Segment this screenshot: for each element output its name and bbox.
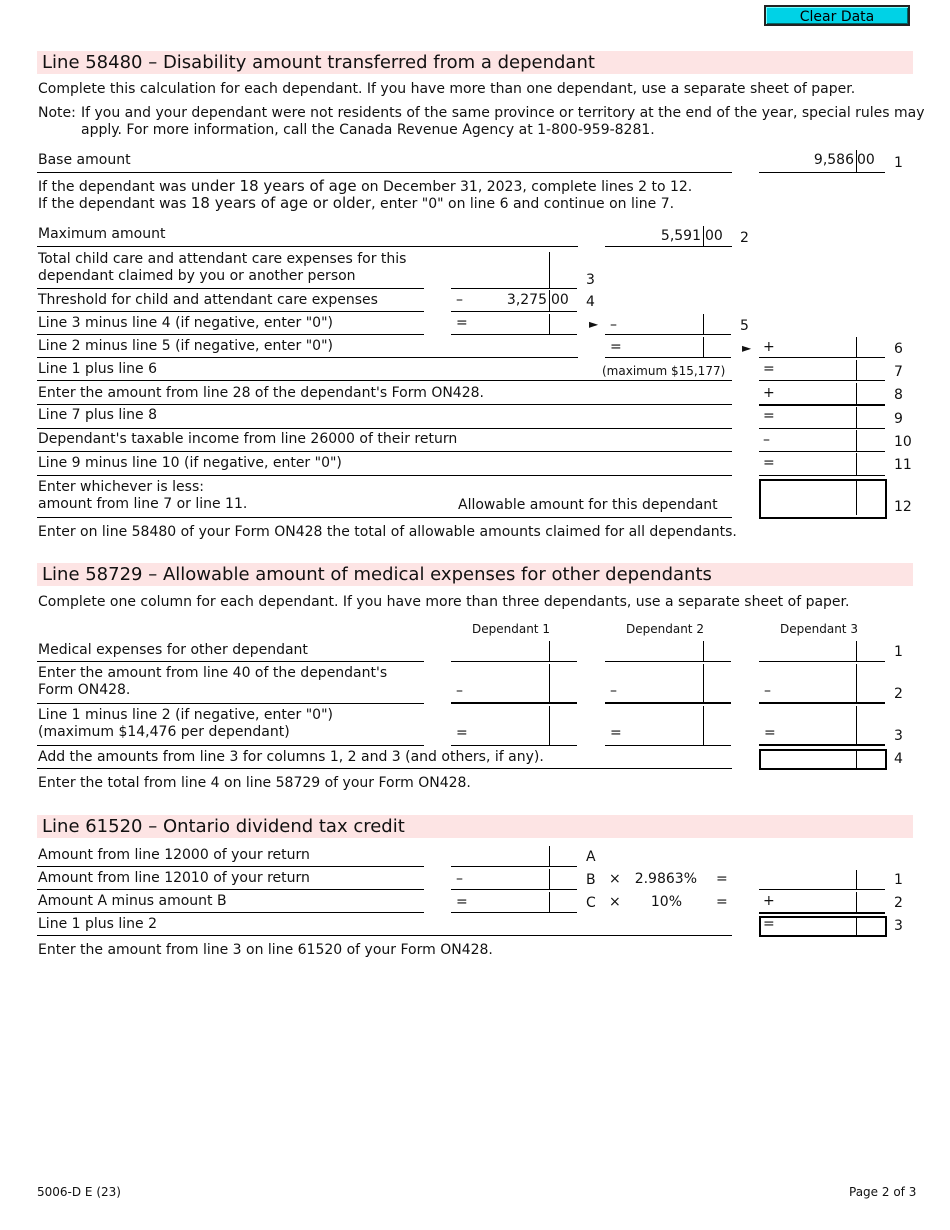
amount-b-field[interactable] [451,869,577,890]
allowable-amount-field[interactable] [759,479,887,519]
minus-sign: – [610,683,617,699]
page-number: Page 2 of 3 [849,1185,917,1199]
section-title-61520: Line 61520 – Ontario dividend tax credit [42,816,405,837]
s2-footer: Enter the total from line 4 on line 58729 of your Form ON428. [38,775,471,791]
line5-result-field[interactable] [451,314,577,335]
s1-footer: Enter on line 58480 of your Form ON428 the total of allowable amounts claimed for all dependants. [38,524,737,540]
under-18-instruction: If the dependant was under 18 years of age on December 31, 2023, complete lines 2 to 12. [38,177,693,195]
rate-1: 2.9863% [634,871,697,887]
line-letter: B [586,872,596,888]
minus-sign: – [763,432,770,448]
line-number: 3 [894,728,903,744]
line-number: 3 [894,918,903,934]
equals-sign: = [716,871,728,887]
child-care-label-1: Total child care and attendant care expenses for this [38,251,407,267]
arrow-icon: ► [589,317,599,331]
equals-sign: = [763,916,775,932]
line-number: 4 [894,751,903,767]
minus-sign: – [456,292,463,308]
line6-label: Line 2 minus line 5 (if negative, enter "0") [38,338,333,354]
line11-field[interactable] [759,453,885,476]
line-number: 9 [894,411,903,427]
medical-expenses-dep1[interactable] [451,641,577,662]
column-header-dependant-2: Dependant 2 [626,622,704,636]
section-title-58729: Line 58729 – Allowable amount of medical expenses for other dependants [42,564,712,585]
threshold-dollars: 3,275 [506,292,547,308]
rate-2: 10% [650,894,682,910]
line6-total-field[interactable] [759,337,885,358]
amount-c-field[interactable] [451,892,577,913]
line9-field[interactable] [759,407,885,429]
base-amount-cents: 00 [857,152,875,168]
line7-maximum: (maximum $15,177) [602,364,726,378]
arrow-icon: ► [742,341,752,355]
s2-line3-dep3[interactable] [759,706,885,746]
line-number: 4 [586,294,595,310]
medical-expenses-label: Medical expenses for other dependant [38,642,308,658]
minus-sign: – [764,683,771,699]
line-number: 10 [894,434,912,450]
base-amount-label: Base amount [38,152,131,168]
line-number: 1 [894,155,903,171]
line10-label: Dependant's taxable income from line 26000 of their return [38,431,458,447]
amount-12010-label: Amount from line 12010 of your return [38,870,310,886]
child-care-field[interactable] [451,252,577,289]
medical-expenses-dep3[interactable] [759,641,885,662]
section-title-58480: Line 58480 – Disability amount transferred from a dependant [42,52,595,73]
base-amount-dollars: 9,586 [813,152,854,168]
plus-sign: + [763,385,775,401]
line-number: 2 [740,230,749,246]
line6-field[interactable] [605,337,731,358]
line7-field[interactable] [759,360,885,381]
clear-data-button[interactable]: Clear Data [764,5,910,26]
threshold-cents: 00 [551,292,569,308]
s3-footer: Enter the amount from line 3 on line 61520 of your Form ON428. [38,942,493,958]
threshold-label: Threshold for child and attendant care expenses [38,292,378,308]
note-text-1: If you and your dependant were not residents of the same province or territory at the end of the year, special rules may [81,105,925,121]
line9-label: Line 7 plus line 8 [38,407,157,423]
s2-line3-label-1: Line 1 minus line 2 (if negative, enter "0") [38,707,333,723]
line-number: 5 [740,318,749,334]
line-number: 12 [894,499,912,515]
allowable-amount-label: Allowable amount for this dependant [458,497,718,513]
equals-sign: = [763,361,775,377]
line-letter: C [586,895,596,911]
max-amount-label: Maximum amount [38,226,166,242]
line10-field[interactable] [759,430,885,452]
line5-field[interactable] [605,314,731,335]
s2-line3-dep2[interactable] [605,706,731,746]
s2-total-field[interactable] [759,749,887,770]
line8-label: Enter the amount from line 28 of the dependant's Form ON428. [38,385,484,401]
line40-dep3[interactable] [759,664,885,704]
line-number: 1 [894,872,903,888]
minus-sign: – [610,317,617,333]
s2-line3-dep1[interactable] [451,706,577,746]
minus-sign: – [456,683,463,699]
line-letter: A [586,849,596,865]
over-18-instruction: If the dependant was 18 years of age or older, enter "0" on line 6 and continue on line 7. [38,194,675,212]
line-number: 8 [894,387,903,403]
equals-sign: = [456,315,468,331]
max-amount-dollars: 5,591 [660,228,701,244]
times-sign: × [609,871,621,887]
line-number: 11 [894,457,912,473]
line-number: 3 [586,272,595,288]
line-number: 7 [894,364,903,380]
column-header-dependant-1: Dependant 1 [472,622,550,636]
dividend-line3-label: Line 1 plus line 2 [38,916,157,932]
note-text-2: apply. For more information, call the Canada Revenue Agency at 1-800-959-8281. [81,122,655,138]
equals-sign: = [610,339,622,355]
plus-sign: + [763,339,775,355]
equals-sign: = [456,894,468,910]
column-header-dependant-3: Dependant 3 [780,622,858,636]
line7-label: Line 1 plus line 6 [38,361,157,377]
line-number: 2 [894,686,903,702]
note-label: Note: [38,105,76,121]
dividend-line2-field[interactable] [759,892,885,914]
line11-label: Line 9 minus line 10 (if negative, enter "0") [38,455,342,471]
line-number: 1 [894,644,903,660]
s2-line3-label-2: (maximum $14,476 per dependant) [38,724,290,740]
equals-sign: = [764,725,776,741]
equals-sign: = [716,894,728,910]
line40-label-2: Form ON428. [38,682,131,698]
line-number: 2 [894,895,903,911]
plus-sign: + [763,893,775,909]
line5-label: Line 3 minus line 4 (if negative, enter "0") [38,315,333,331]
child-care-label-2: dependant claimed by you or another person [38,268,356,284]
dividend-line1-field[interactable] [759,870,885,890]
equals-sign: = [763,408,775,424]
s1-intro: Complete this calculation for each dependant. If you have more than one dependant, use a separate sheet of paper. [38,81,856,97]
dividend-total-field[interactable] [759,916,887,937]
s2-intro: Complete one column for each dependant. If you have more than three dependants, use a separate sheet of paper. [38,594,850,610]
equals-sign: = [610,725,622,741]
amount-12000-label: Amount from line 12000 of your return [38,847,310,863]
line40-dep1[interactable] [451,664,577,704]
line12-label-2: amount from line 7 or line 11. [38,496,248,512]
medical-expenses-dep2[interactable] [605,641,731,662]
s2-line4-label: Add the amounts from line 3 for columns 1, 2 and 3 (and others, if any). [38,749,544,765]
line40-label-1: Enter the amount from line 40 of the dependant's [38,665,388,681]
form-id: 5006-D E (23) [37,1185,121,1199]
times-sign: × [609,894,621,910]
equals-sign: = [456,725,468,741]
line12-label-1: Enter whichever is less: [38,479,204,495]
equals-sign: = [763,455,775,471]
line8-field[interactable] [759,383,885,406]
line40-dep2[interactable] [605,664,731,704]
minus-sign: – [456,871,463,887]
line-number: 6 [894,341,903,357]
amount-a-minus-b-label: Amount A minus amount B [38,893,227,909]
amount-a-field[interactable] [451,846,577,867]
max-amount-cents: 00 [705,228,723,244]
